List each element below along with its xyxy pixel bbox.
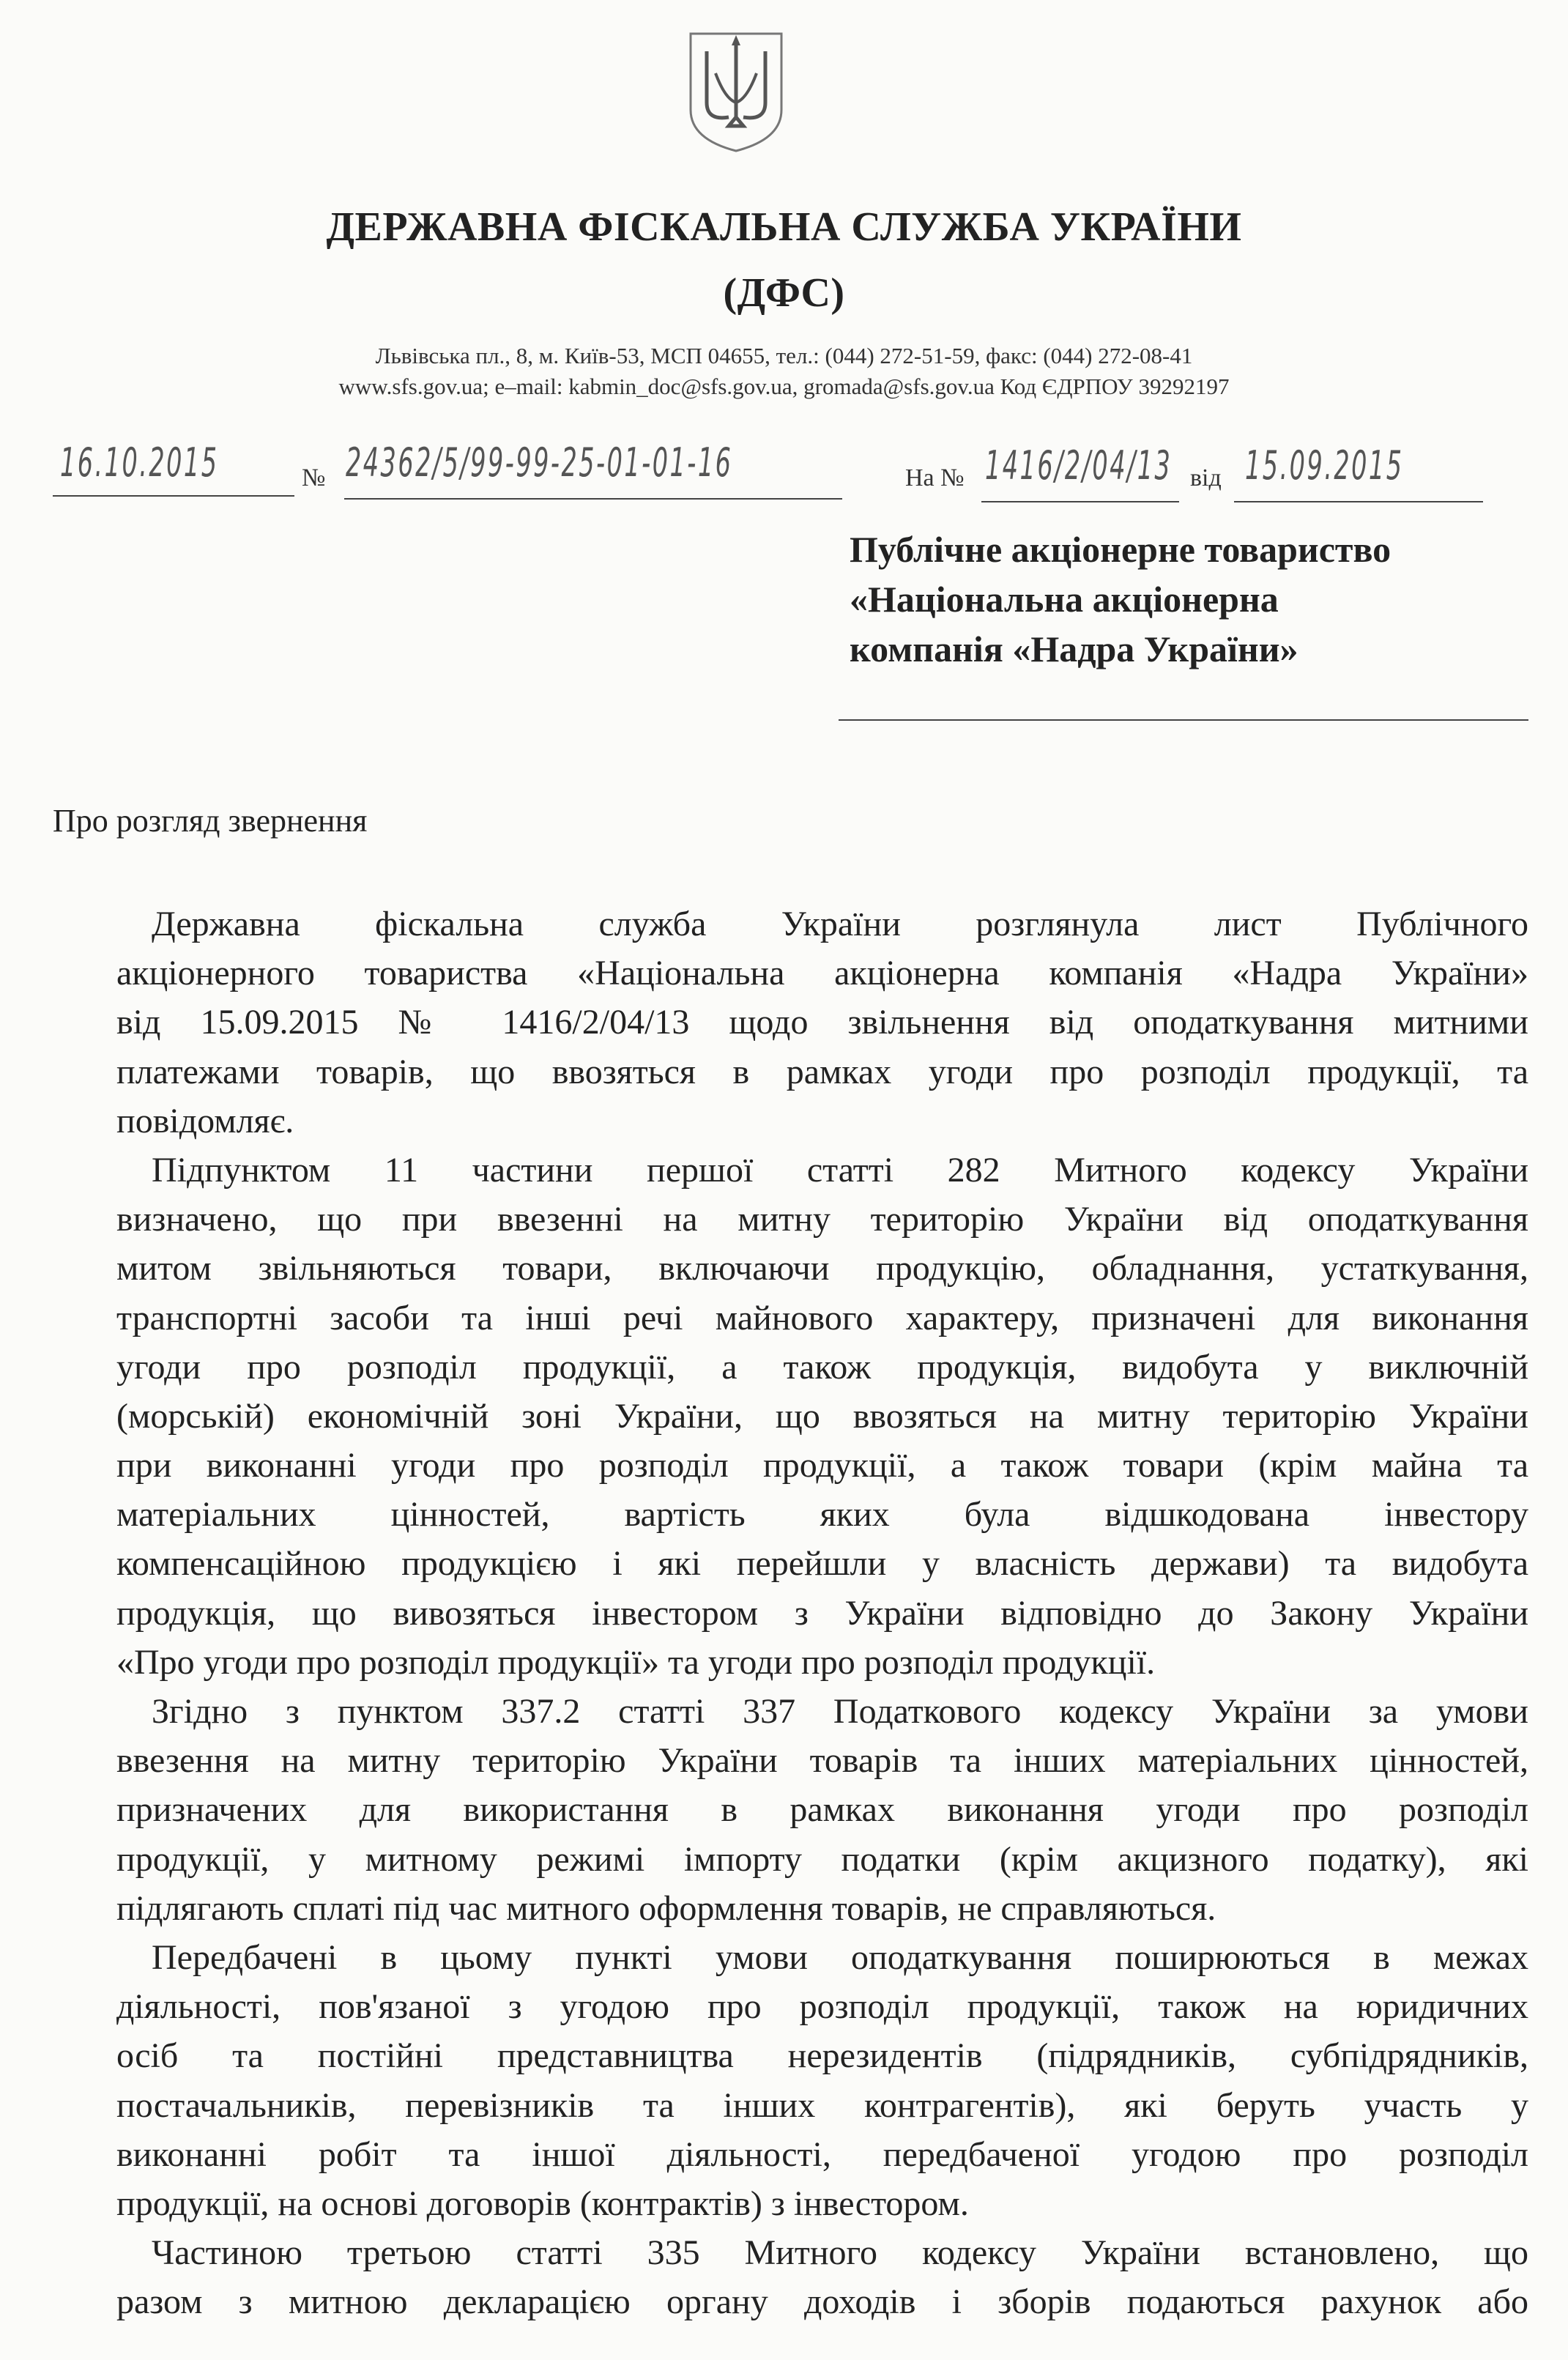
body-line: постачальників, перевізників та інших контрагентів), які беруть участь у xyxy=(116,2085,1528,2125)
body-paragraph xyxy=(116,1687,1528,1933)
recipient-block xyxy=(850,524,1391,674)
body-line: Підпунктом 11 частини першої статті 282 Митного кодексу України xyxy=(152,1150,1528,1190)
body-line: матеріальних цінностей, вартість яких була відшкодована інвестору xyxy=(116,1495,1528,1535)
body-line: митом звільняються товари, включаючи продукцію, обладнання, устаткування, xyxy=(116,1249,1528,1288)
reference-date-underline xyxy=(1234,501,1483,502)
body-line: ввезення на митну територію України товарів та інших матеріальних цінностей, xyxy=(116,1741,1528,1781)
body-line: осіб та постійні представництва нерезидентів (підрядників, субпідрядників, xyxy=(116,2036,1528,2076)
body-line: транспортні засоби та інші речі майнового характеру, призначені для виконання xyxy=(116,1298,1528,1337)
reference-label: На № xyxy=(905,464,965,491)
recipient-line: «Національна акціонерна xyxy=(850,579,1279,620)
body-line: продукції, у митному режимі імпорту податки (крім акцизного податку), які xyxy=(116,1839,1528,1879)
reference-number: 1416/2/04/13 xyxy=(985,442,1173,489)
body-paragraph xyxy=(116,2228,1528,2326)
letter-subject: Про розгляд звернення xyxy=(53,803,368,839)
org-address: Львівська пл., 8, м. Київ-53, МСП 04655, тел.: (044) 272-51-59, факс: (044) 272-08-41 xyxy=(375,343,1193,368)
body-paragraph xyxy=(116,1933,1528,2228)
body-line: разом з митною декларацією органу доходів і зборів подаються рахунок або xyxy=(116,2282,1528,2322)
outgoing-number: 24362/5/99-99-25-01-01-16 xyxy=(346,439,733,486)
body-line: Передбачені в цьому пункті умови оподаткування поширюються в межах xyxy=(152,1937,1528,1977)
body-line: призначених для використання в рамках виконання угоди про розподіл xyxy=(116,1790,1528,1830)
body-line: платежами товарів, що ввозяться в рамках угоди про розподіл продукції, та xyxy=(116,1052,1528,1091)
recipient-underline xyxy=(839,719,1528,721)
reference-date-label: від xyxy=(1190,464,1222,491)
body-line: продукція, що вивозяться інвестором з України відповідно до Закону України xyxy=(116,1593,1528,1633)
body-line: «Про угоди про розподіл продукції» та угоди про розподіл продукції. xyxy=(116,1642,1156,1682)
body-line: Згідно з пунктом 337.2 статті 337 Податкового кодексу України за умови xyxy=(152,1692,1528,1731)
body-paragraph xyxy=(116,1146,1528,1687)
body-line: акціонерного товариства «Національна акціонерна компанія «Надра України» xyxy=(116,954,1528,993)
body-line: Частиною третьою статті 335 Митного кодексу України встановлено, що xyxy=(152,2233,1528,2273)
body-line: продукції, на основі договорів (контрактів) з інвестором. xyxy=(116,2183,969,2223)
letter-body xyxy=(116,899,1528,2326)
reference-date: 15.09.2015 xyxy=(1245,442,1404,489)
recipient-line: компанія «Надра України» xyxy=(850,628,1298,669)
body-line: виконанні робіт та іншої діяльності, передбаченої угодою про розподіл xyxy=(116,2134,1528,2174)
number-underline xyxy=(344,498,842,500)
outgoing-date: 16.10.2015 xyxy=(60,439,219,486)
body-line: угоди про розподіл продукції, а також продукція, видобута у виключній xyxy=(116,1347,1528,1387)
org-abbreviation: (ДФС) xyxy=(723,270,845,316)
body-line: Державна фіскальна служба України розглянула лист Публічного xyxy=(152,905,1528,943)
body-line: підлягають сплаті під час митного оформлення товарів, не справляються. xyxy=(116,1888,1216,1928)
body-line: визначено, що при ввезенні на митну територію України від оподаткування xyxy=(116,1200,1528,1239)
body-line: діяльності, пов'язаної з угодою про розподіл продукції, також на юридичних xyxy=(116,1987,1528,2027)
reference-underline xyxy=(981,501,1179,502)
body-line: повідомляє. xyxy=(116,1101,294,1140)
coat-of-arms-trident-icon xyxy=(685,29,787,154)
recipient-line: Публічне акціонерне товариство xyxy=(850,529,1391,570)
body-line: від 15.09.2015 № 1416/2/04/13 щодо звільнення від оподаткування митними xyxy=(116,1003,1528,1042)
body-paragraph xyxy=(116,899,1528,1146)
body-line: (морській) економічній зоні України, що ввозяться на митну територію України xyxy=(116,1396,1528,1436)
body-line: компенсаційною продукцією і які перейшли у власність держави) та видобута xyxy=(116,1544,1528,1584)
date-underline xyxy=(53,495,294,497)
org-name: ДЕРЖАВНА ФІСКАЛЬНА СЛУЖБА УКРАЇНИ xyxy=(326,204,1242,250)
org-contacts: www.sfs.gov.ua; e–mail: kabmin_doc@sfs.gov.ua, gromada@sfs.gov.ua Код ЄДРПОУ 39292197 xyxy=(338,374,1230,399)
body-line: при виконанні угоди про розподіл продукції, а також товари (крім майна та xyxy=(116,1446,1528,1485)
number-label: № xyxy=(302,464,326,491)
